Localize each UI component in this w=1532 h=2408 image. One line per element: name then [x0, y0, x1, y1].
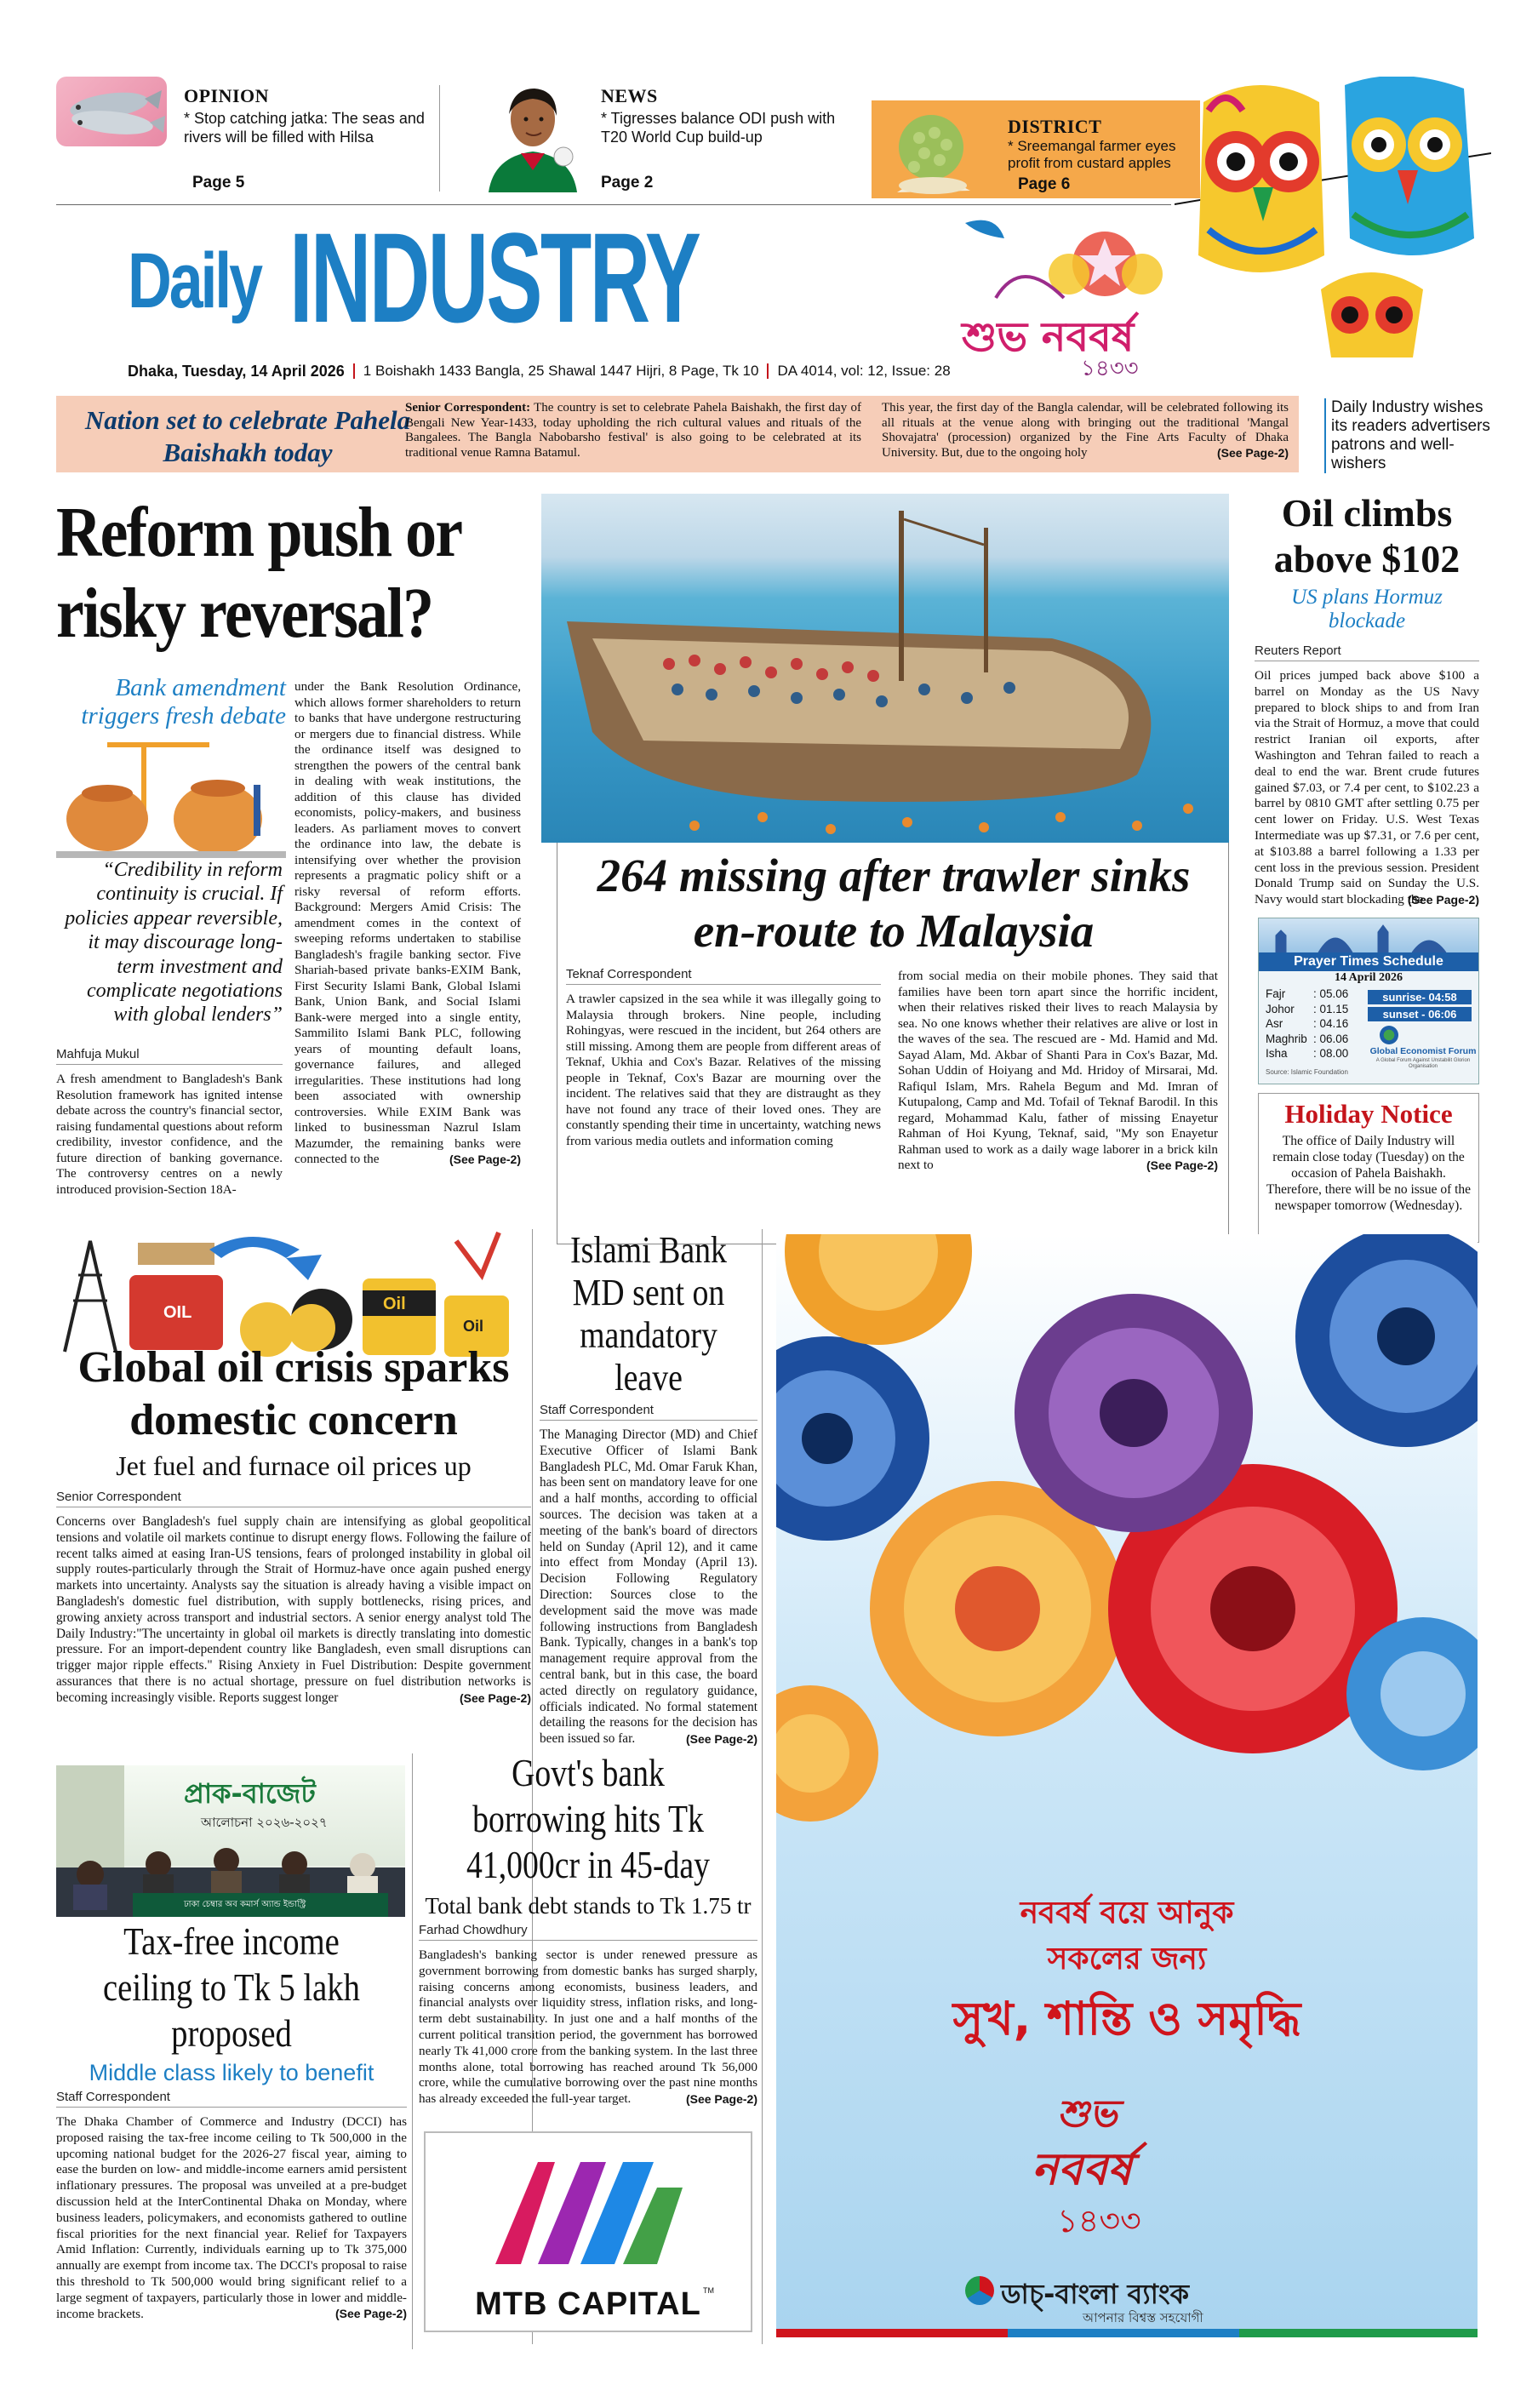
- reform-col2-text: under the Bank Resolution Ordinance, which allows former shareholders to return to banks that have undergone restructuring or mergers due to financial distress. While the ordinance itself was designed to strengthen the powers of the central bank in dealing with weak institutions, the addition of this clause has divided economists, policy-makers, and business leaders. As parliament moves to convert the ordinance into law, the debate is intensifying over whether the provision represents a pragmatic policy shift or a risky reversal of reform efforts. Background: Mergers Amid Crisis: The amendment comes in the context of sweeping reforms undertaken to stabilise Bangladesh's fragile banking sector. Five Shariah-based private banks-EXIM Bank, First Security Islami Bank, Global Islami Bank, Union Bank, and Social Islami Bank-were merged into a single entity, Sammilito Islami Bank PLC, following years of mounting default loans, governance failures, and alleged irregularities. These institutions had long been associated with ownership controversies. While EXIM Bank was linked to businessman Nazrul Islam Mazumder, the remaining banks were connected to the: [294, 679, 521, 1166]
- banner-col1: [405, 401, 861, 460]
- dateline-details: 1 Boishakh 1433 Bangla, 25 Shawal 1447 Hijri, 8 Page, Tk 10: [363, 363, 759, 379]
- prayer-name: Johor: [1266, 1002, 1295, 1015]
- mtb-name: MTB CAPITAL: [475, 2286, 701, 2322]
- prayer-row: [1266, 1046, 1368, 1061]
- dateline-issue: DA 4014, vol: 12, Issue: 28: [777, 363, 951, 379]
- oil-climbs-subhead: US plans Hormuz blockade: [1291, 586, 1443, 632]
- tax-subhead: Middle class likely to benefit: [89, 2060, 374, 2085]
- reform-col2: [294, 679, 521, 1166]
- opinion-text: * Stop catching jatka: The seas and rivers will be filled with Hilsa: [184, 110, 425, 146]
- custard-apple-photo: [872, 100, 999, 198]
- banner-col2: [882, 401, 1289, 460]
- ad-line3: সুখ, শান্তি ও সমৃদ্ধি: [952, 1992, 1301, 2045]
- masthead-logo[interactable]: [128, 206, 894, 349]
- dateline-sep1: [353, 363, 355, 379]
- oil-climbs-headline: Oil climbs above $102: [1273, 491, 1461, 581]
- news-page: Page 2: [601, 174, 654, 192]
- news-text: * Tigresses balance ODI push with T20 World Cup build-up: [601, 110, 836, 146]
- reform-byline: Mahfuja Mukul: [56, 1047, 283, 1065]
- dutch-bangla-ad[interactable]: [776, 1234, 1478, 2337]
- govt-borrow-byline: Farhad Chowdhury: [419, 1923, 757, 1941]
- banner-byline: Senior Correspondent:: [405, 401, 531, 415]
- budget-subtitle: আলোচনা ২০২৬-২০২৭: [201, 1815, 328, 1830]
- sunrise-badge: sunrise- 04:58: [1368, 990, 1472, 1004]
- oil-climbs-text: Oil prices jumped back above $100 a barrel on Monday as the US Navy prepared to block ships to and from Iran via the Strait of Hormuz, a move that could restrict Iranian oil exports, after Washington and Tehran failed to reach a deal to end the war. Brent crude futures gained $7.03, or 7.4 per cent, to $102.23 a barrel by 0810 GMT after settling 0.75 per cent lower on Friday. U.S. West Texas Intermediate was up $7.31, or 7.6 per cent, at $103.88 a barrel following a 1.33 per cent loss in the previous session. President Donald Trump said on Sunday the U.S. Navy would start blockading the: [1255, 668, 1479, 907]
- festival-art: [945, 204, 1226, 383]
- reform-col1: [56, 1047, 283, 1198]
- islami-bank-see: (See Page-2): [685, 1731, 757, 1746]
- district-label: DISTRICT: [1008, 116, 1102, 137]
- masthead-industry: INDUSTRY: [289, 206, 700, 349]
- teaser-district[interactable]: [872, 100, 1200, 198]
- sponsor-name: Global Economist Forum: [1369, 1046, 1477, 1056]
- opinion-fish-photo: [56, 77, 167, 146]
- islami-bank: [540, 1229, 757, 1746]
- holiday-text: The office of Daily Industry will remain close today (Tuesday) on the occasion of Pahela Baishakh. Therefore, there will be no issue of the newspaper tomorrow (Wednesday).: [1266, 1134, 1472, 1213]
- banner-headline: Nation set to celebrate Pahela Baishakh today: [84, 405, 411, 467]
- sunset-badge: sunset - 06:06: [1368, 1007, 1472, 1021]
- banner-col1-text: The country is set to celebrate Pahela Baishakh, the first day of Bengali New Year-1433, today upholding the rich cultural values and rituals of the Bangalees. The Bangla Nabobarsho festival' is also going to be celebrated at its traditional venue Ramna Batamul.: [405, 401, 861, 460]
- budget-panel: [56, 1765, 405, 1917]
- trawler-col2: [898, 969, 1218, 1172]
- banner-wishes: Daily Industry wishes its readers advertisers patrons and well-wishers: [1324, 398, 1495, 473]
- trawler-box: [557, 843, 1229, 1244]
- ad-shubho: শুভ: [1057, 2092, 1118, 2136]
- dateline: Dhaka, Tuesday, 14 April 2026: [128, 362, 345, 380]
- mtb-capital-ad[interactable]: [424, 2131, 752, 2332]
- trawler-col1-text: A trawler capsized in the sea while it was illegally going to Malaysia through brokers. Nine people, including Rohingyas, were rescued in the incident, but 264 others are still missing. Among them are people from different areas of Teknaf, Ukhia and Cox's Bazar. Relatives of the missing people in Teknaf, Cox's Bazar are mourning over the incident. The relatives said that they are distraught as they have not found any trace of their loved ones. They are constantly spending their time in uncertainty, watching news from various media outlets and information coming: [566, 992, 881, 1148]
- ad-line2: সকলের জন্য: [1047, 1942, 1207, 1976]
- dateline-bar: [128, 359, 979, 383]
- district-text: * Sreemangal farmer eyes profit from custard apples: [1008, 138, 1176, 171]
- news-cricketer-photo: [473, 75, 592, 192]
- ad-year: ১৪৩৩: [1057, 2202, 1141, 2239]
- ad-line1: নববর্ষ বয়ে আনুক: [1020, 1896, 1234, 1930]
- prayer-table: [1266, 987, 1368, 1061]
- sponsor-logo: [1380, 1026, 1398, 1044]
- trawler-headline: 264 missing after trawler sinks en-route to Malaysia: [597, 849, 1191, 957]
- prayer-time: : 06.06: [1313, 1032, 1349, 1045]
- global-oil-text: Concerns over Bangladesh's fuel supply chain are intensifying as global geopolitical tensions and volatile oil markets continue to disrupt energy flows. Following the failure of recent talks aimed at easing Iran-US tensions, fears of prolonged instability in global oil supply routes-particularly through the Strait of Hormuz-have once again pushed energy markets into uncertainty. Analysts say the situation is already having a visible impact on Bangladesh's domestic fuel distribution, with supply bottlenecks, rising prices, and growing anxiety across transport and industrial sectors. A senior energy analyst told The Daily Industry:"The uncertainty in global oil markets is directly translating into domestic pressure. For an import-dependent country like Bangladesh, even small disruptions can trigger major ripple effects." Rising Anxiety in Fuel Distribution: Despite government assurances that there is no actual shortage, pressure on fuel distribution networks is becoming increasingly visible. Reports suggest longer: [56, 1514, 531, 1705]
- reform-see: (See Page-2): [449, 1152, 521, 1166]
- sponsor-sub: A Global Forum Against Unstabilit Glorion Organisation: [1375, 1058, 1471, 1069]
- prayer-name: Isha: [1266, 1047, 1288, 1060]
- prayer-times: [1258, 918, 1479, 1084]
- prayer-title: Prayer Times Schedule: [1259, 952, 1478, 971]
- budget-table-text: ঢাকা চেম্বার অব কমার্স অ্যান্ড ইন্ডাস্ট্রি: [184, 1900, 306, 1909]
- opinion-label: OPINION: [184, 85, 270, 106]
- prayer-date: 14 April 2026: [1334, 971, 1403, 984]
- mosque-skyline: [1259, 918, 1478, 952]
- prayer-time: : 04.16: [1313, 1017, 1349, 1030]
- oil-climbs-byline: Reuters Report: [1255, 643, 1479, 661]
- prayer-name: Maghrib: [1266, 1032, 1307, 1045]
- trawler-col2-text: from social media on their mobile phones. They said that families have been torn apart since the horrific incident, when their relatives risked their lives to reach Malaysia by sea. No one knows whether their relatives are alive or lost in the waves of the sea. The rescued are - Md. Hamid and Md. Sayad Alam, Md. Akbar of Shanti Para in Cox's Bazar, Md. Sohan Uddin of Hoiyang and Md. Hridoy of Mirsarai, Md. Rafiqul Islam, Mrs. Rahela Begum and Md. Imran of Kutupalong, Camp and Md. Tofail of Teknaf Barodil. In this regard, Mohammad Kalu, father of missing Enayetur Rahman of Hoi Kyung, Teknaf, said, "My son Enayetur Rahman used to work as a daily wage laborer in a brick kiln next to: [898, 969, 1218, 1172]
- oil-barrel-label: OIL: [163, 1303, 192, 1322]
- global-oil-headline: Global oil crisis sparks domestic concern: [77, 1343, 510, 1444]
- govt-borrow-see: (See Page-2): [685, 2091, 757, 2106]
- global-oil-byline: Senior Correspondent: [56, 1490, 531, 1507]
- prayer-row: [1266, 1032, 1368, 1047]
- islami-bank-headline: Islami Bank MD sent on mandatory leave: [570, 1229, 727, 1398]
- oil-climbs-see: (See Page-2): [1407, 892, 1479, 907]
- mtb-tm: TM: [703, 2286, 714, 2295]
- govt-borrow-headline: Govt's bank borrowing hits Tk 41,000cr in 45-day: [466, 1751, 710, 1886]
- tax-story: [56, 1919, 407, 2320]
- prayer-name: Asr: [1266, 1017, 1283, 1030]
- holiday-notice: [1258, 1093, 1479, 1243]
- teaser-opinion[interactable]: [56, 77, 425, 196]
- teaser-news[interactable]: [473, 75, 873, 194]
- banner-see: (See Page-2): [1216, 445, 1289, 460]
- reform-subhead: Bank amendment triggers fresh debate: [81, 674, 286, 729]
- holiday-title: Holiday Notice: [1284, 1099, 1453, 1129]
- oil-barrel-label3: Oil: [463, 1318, 484, 1335]
- news-label: NEWS: [601, 85, 658, 106]
- festival-year: ১৪৩৩: [1081, 356, 1139, 381]
- reform-headline: Reform push or risky reversal?: [56, 493, 461, 653]
- global-oil-subhead: Jet fuel and furnace oil prices up: [116, 1450, 472, 1481]
- budget-photo: [56, 1765, 405, 1917]
- budget-title: প্রাক-বাজেট: [184, 1777, 316, 1810]
- ad-noboborsho: নববর্ষ: [1032, 2144, 1132, 2195]
- ad-tricolor-bar: [776, 2329, 1478, 2337]
- banner-col2-text: This year, the first day of the Bangla calendar, will be celebrated following its all rituals at the venue along with bringing out the traditional 'Mangal Shovajatra' (procession) organized by the Fine Arts Faculty of Dhaka University. But, due to the ongoing holy: [882, 401, 1289, 460]
- trawler-see: (See Page-2): [1146, 1158, 1218, 1172]
- ad-tagline: আপনার বিশ্বস্ত সহযোগী: [1083, 2310, 1203, 2325]
- govt-borrow-text: Bangladesh's banking sector is under renewed pressure as government borrowing from domestic banks has surged sharply, raising concerns among economists, business leaders, and financial analysts over liquidity stress, inflation risks, and long-term debt sustainability. In just one and a half months of the current political transition period, the government has borrowed nearly Tk 41,000 crore from the banking system. In the last three months alone, total borrowing has reached around Tk 56,000 crore, while the cumulative borrowing over the past nine months has already exceeded the full-year target.: [419, 1948, 757, 2107]
- oil-barrel-label2: Oil: [383, 1295, 406, 1313]
- festival-text: শুভ নববর্ষ: [962, 313, 1135, 361]
- prayer-time: : 08.00: [1313, 1047, 1349, 1060]
- tax-see: (See Page-2): [334, 2307, 407, 2321]
- prayer-row: [1266, 1002, 1368, 1017]
- trawler-byline: Teknaf Correspondent: [566, 967, 881, 985]
- tax-byline: Staff Correspondent: [56, 2090, 407, 2108]
- masthead-daily: Daily: [128, 237, 260, 324]
- opinion-page: Page 5: [192, 174, 245, 192]
- reform-col1-text: A fresh amendment to Bangladesh's Bank Resolution framework has ignited intense debate across the country's financial sector, raising fundamental questions about reform credibility, investor confidence, and the future direction of banking governance. The controversy centres on a newly introduced provision-Section 18A-: [56, 1072, 283, 1197]
- global-oil-body: [56, 1490, 531, 1705]
- tax-text: The Dhaka Chamber of Commerce and Industry (DCCI) has proposed raising the tax-free income ceiling to Tk 500,000 in the upcoming national budget for the 2026-27 fiscal year, aiming to ease the burden on low- and middle-income earners amid persistent inflationary pressures. The proposal was unveiled at a pre-budget discussion held at the InterContinental Dhaka on Monday, where business leaders, policymakers, and economists gathered to outline fiscal priorities for the next financial year. Relief for Taxpayers Amid Inflation: Currently, individuals earning up to Tk 375,000 annually are exempt from income tax. The DCCI's proposal to raise this threshold to Tk 500,000 would bring significant relief to a large segment of taxpayers, particularly those in lower and middle-income brackets.: [56, 2114, 407, 2321]
- prayer-source: Source: Islamic Foundation: [1266, 1068, 1348, 1076]
- mtb-logo: [487, 2145, 691, 2273]
- prayer-name: Fajr: [1266, 987, 1286, 1000]
- oil-climbs: [1255, 490, 1479, 907]
- islami-bank-text: The Managing Director (MD) and Chief Executive Officer of Islami Bank Bangladesh PLC, Md. Omar Faruk Khan, has been sent on mandatory leave for one and a half months, according to official sources. The decision was taken at a meeting of the bank's board of directors held on Sunday (April 12), and it came into effect from Monday (April 13). Decision Following Regulatory Direction: Sources close to the development said the move was made following instructions from Bangladesh Bank. Typically, changes in a bank's top management require approval from the central bank, but in this case, the board acted directly on regulatory guidance, officials indicated. No formal statement detailing the reasons for the decision has been issued so far.: [540, 1427, 757, 1747]
- reform-illustration: [56, 734, 286, 861]
- prayer-row: [1266, 1016, 1368, 1032]
- reform-quote: “Credibility in reform continuity is crucial. If policies appear reversible, it may discourage long-term investment and complicate negotiations with global lenders”: [65, 859, 283, 1027]
- prayer-row: [1266, 987, 1368, 1002]
- islami-bank-byline: Staff Correspondent: [540, 1403, 757, 1421]
- district-page: Page 6: [1018, 175, 1071, 193]
- trawler-photo: [541, 494, 1229, 843]
- ad-bank-logo: [965, 2276, 994, 2305]
- dateline-sep2: [767, 363, 769, 379]
- prayer-time: : 01.15: [1313, 1002, 1349, 1015]
- global-oil-see: (See Page-2): [459, 1690, 531, 1705]
- tax-headline: Tax-free income ceiling to Tk 5 lakh proposed: [103, 1919, 360, 2055]
- prayer-time: : 05.06: [1313, 987, 1349, 1000]
- baishakh-banner[interactable]: [56, 396, 1299, 472]
- govt-borrow-subhead: Total bank debt stands to Tk 1.75 tr: [425, 1893, 752, 1919]
- govt-borrow-story: [419, 1750, 757, 2106]
- trawler-col1: [566, 967, 881, 1149]
- ad-flowers: [776, 1234, 1478, 1847]
- ad-brand: ডাচ্-বাংলা ব্যাংক: [1001, 2278, 1190, 2310]
